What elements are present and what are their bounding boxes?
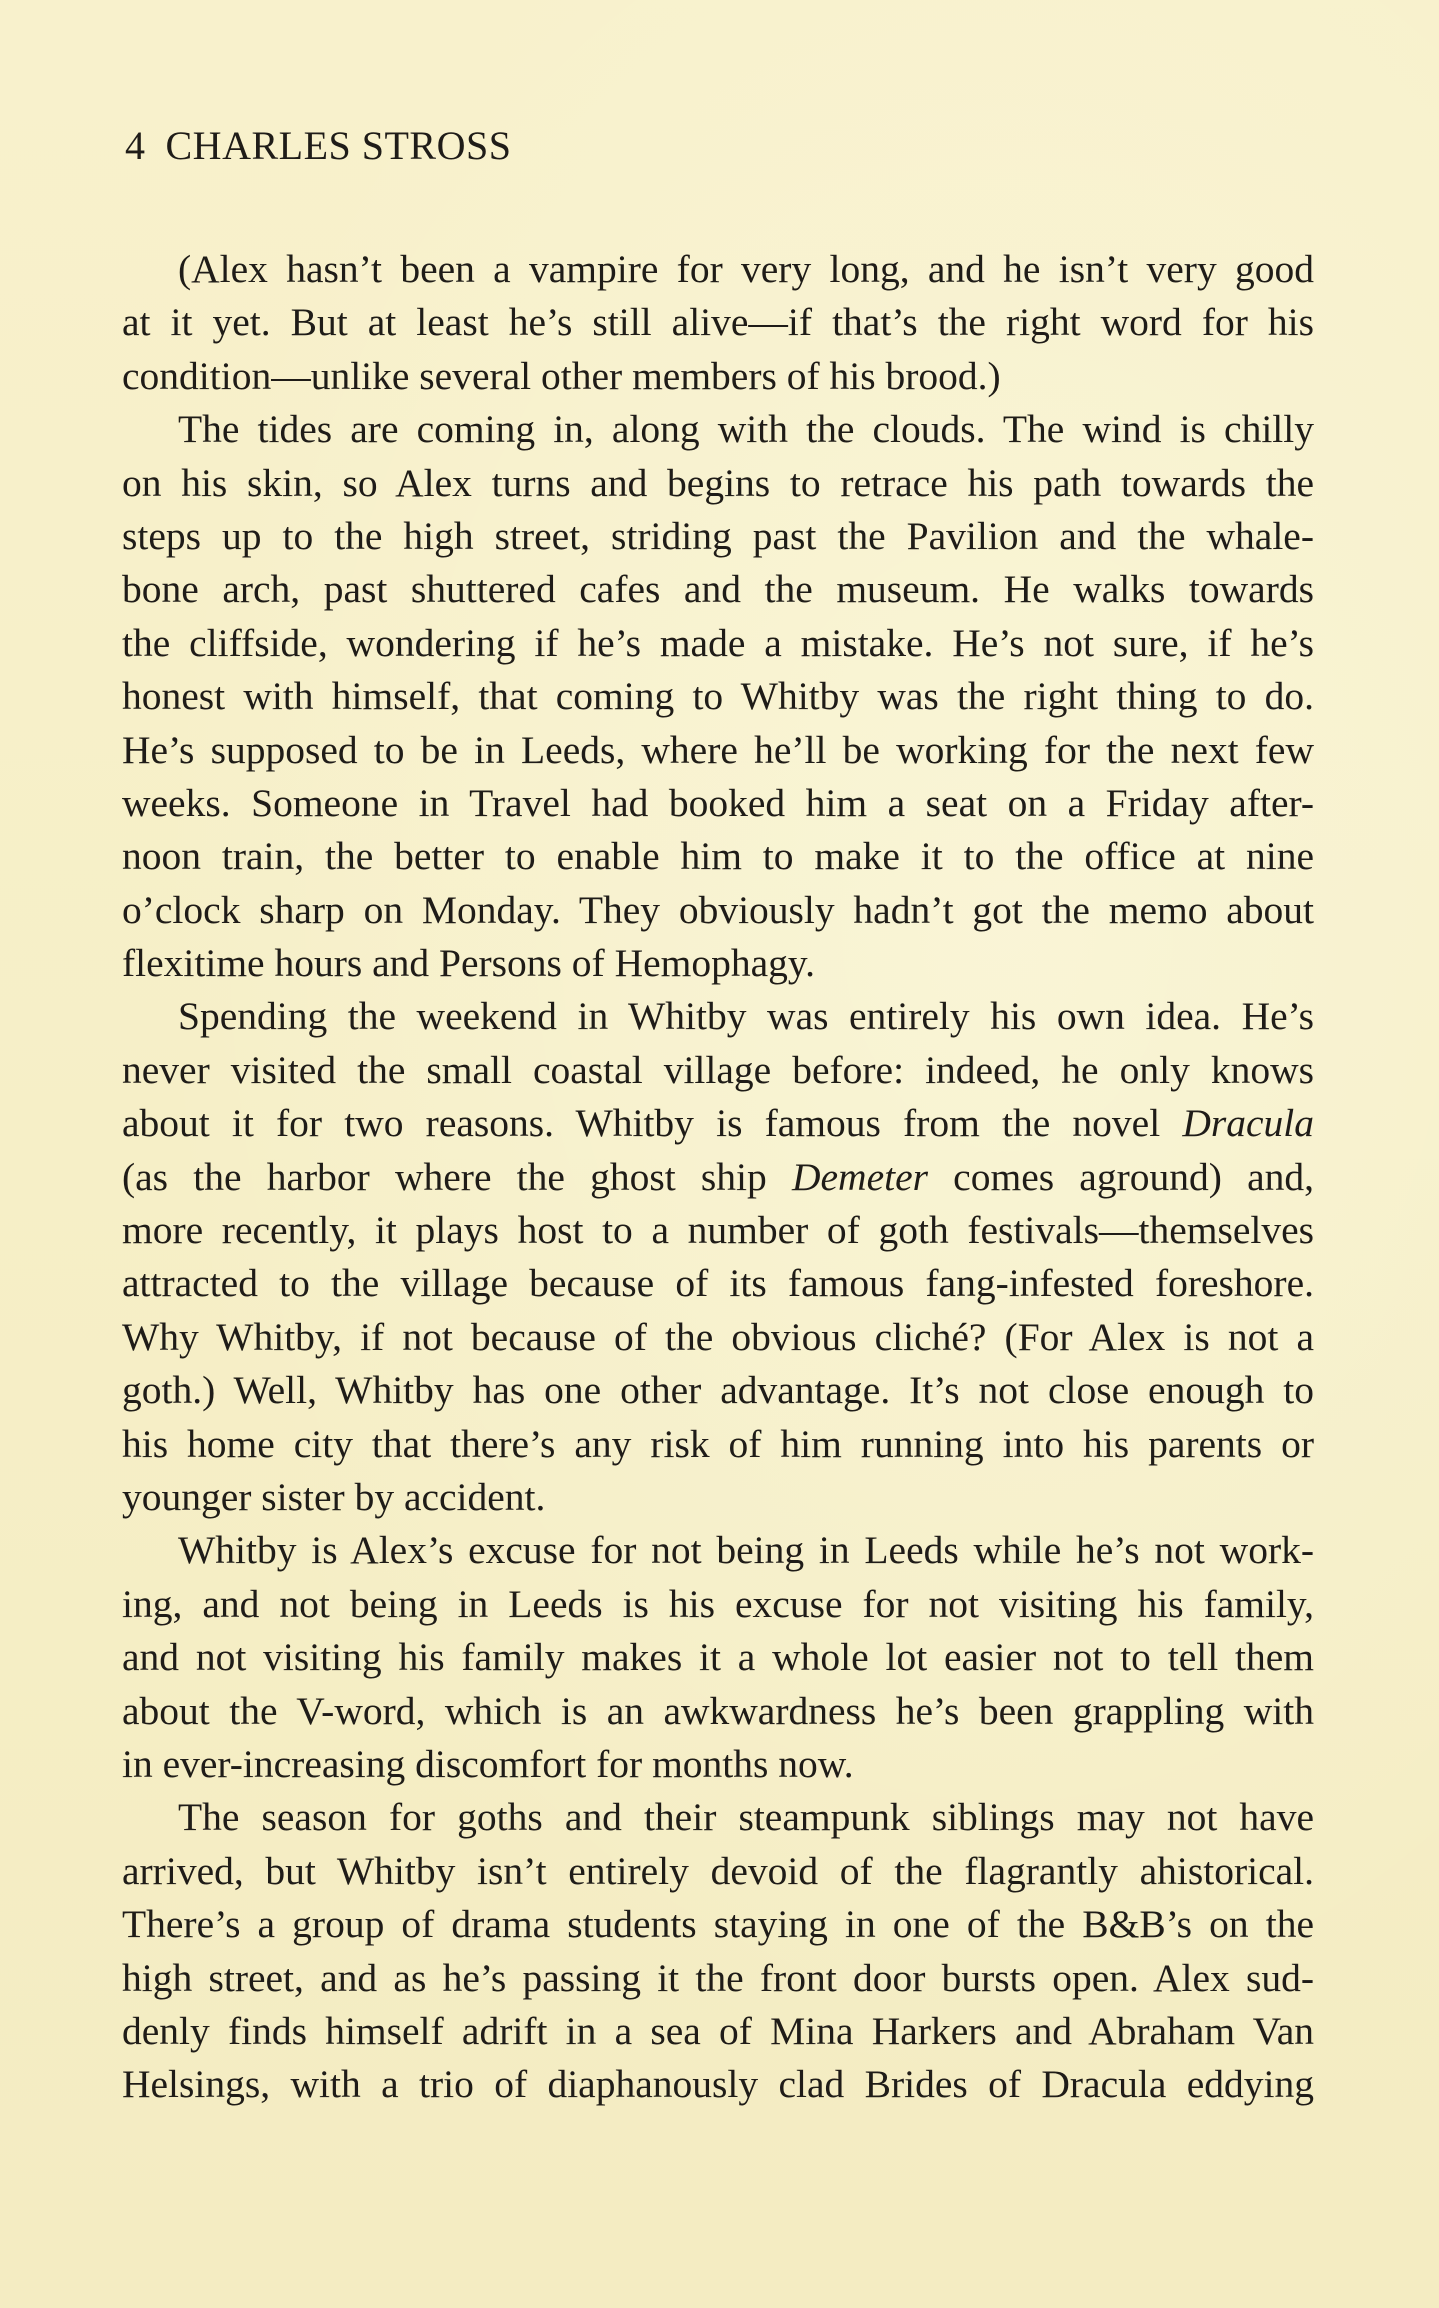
text-line: in ever-increasing discomfort for months now. bbox=[122, 1741, 854, 1786]
text-line: o’clock sharp on Monday. They obviously hadn’t got the memo about bbox=[122, 887, 1314, 932]
text-line: about it for two reasons. Whitby is famous from the novel Dracula bbox=[122, 1101, 1314, 1146]
text-line: steps up to the high street, striding past the Pavilion and the whale- bbox=[122, 513, 1314, 558]
text-line: arrived, but Whitby isn’t entirely devoid of the flagrantly ahistorical. bbox=[122, 1848, 1314, 1893]
text-line: goth.) Well, Whitby has one other advantage. It’s not close enough to bbox=[122, 1368, 1314, 1413]
text-line: The tides are coming in, along with the clouds. The wind is chilly bbox=[178, 407, 1314, 452]
body-text bbox=[122, 243, 1314, 2112]
text-line: never visited the small coastal village before: indeed, he only knows bbox=[122, 1047, 1314, 1092]
text-line: younger sister by accident. bbox=[122, 1474, 546, 1519]
text-line: his home city that there’s any risk of him running into his parents or bbox=[122, 1421, 1314, 1466]
text-line: attracted to the village because of its famous fang-infested foreshore. bbox=[122, 1261, 1314, 1306]
text-line: ing, and not being in Leeds is his excuse for not visiting his family, bbox=[122, 1581, 1314, 1626]
book-title-dracula: Dracula bbox=[1182, 1101, 1314, 1146]
text-line: more recently, it plays host to a number of goth festivals—themselves bbox=[122, 1208, 1314, 1253]
text-line: Whitby is Alex’s excuse for not being in Leeds while he’s not work- bbox=[178, 1528, 1314, 1573]
text-line: denly finds himself adrift in a sea of Mina Harkers and Abraham Van bbox=[122, 2008, 1314, 2053]
text-line: at it yet. But at least he’s still alive—if that’s the right word for his bbox=[122, 300, 1314, 345]
text-line: (Alex hasn’t been a vampire for very long, and he isn’t very good bbox=[178, 247, 1314, 291]
text-line: weeks. Someone in Travel had booked him a seat on a Friday after- bbox=[122, 780, 1314, 825]
text-line: flexitime hours and Persons of Hemophagy. bbox=[122, 941, 815, 986]
text-line: on his skin, so Alex turns and begins to retrace his path towards the bbox=[122, 460, 1314, 505]
author-name: CHARLES STROSS bbox=[165, 123, 512, 168]
text-line: There’s a group of drama students staying in one of the B&B’s on the bbox=[122, 1902, 1314, 1947]
text-line: The season for goths and their steampunk siblings may not have bbox=[178, 1795, 1314, 1840]
text-line: Spending the weekend in Whitby was entirely his own idea. He’s bbox=[178, 994, 1314, 1039]
text-line: (as the harbor where the ghost ship Demeter comes aground) and, bbox=[122, 1154, 1314, 1199]
text-line: about the V-word, which is an awkwardness he’s been grappling with bbox=[122, 1688, 1314, 1733]
page-number: 4 bbox=[125, 123, 146, 168]
text-line: noon train, the better to enable him to make it to the office at nine bbox=[122, 834, 1314, 879]
text-line: high street, and as he’s passing it the front door bursts open. Alex sud- bbox=[122, 1955, 1314, 2000]
text-line: bone arch, past shuttered cafes and the museum. He walks towards bbox=[122, 567, 1314, 612]
text-line: and not visiting his family makes it a whole lot easier not to tell them bbox=[122, 1635, 1314, 1680]
running-head bbox=[125, 123, 512, 168]
text-line: Why Whitby, if not because of the obvious cliché? (For Alex is not a bbox=[122, 1314, 1314, 1359]
text-line: honest with himself, that coming to Whitby was the right thing to do. bbox=[122, 674, 1314, 719]
text-line: the cliffside, wondering if he’s made a mistake. He’s not sure, if he’s bbox=[122, 620, 1314, 665]
text-line: He’s supposed to be in Leeds, where he’ll be working for the next few bbox=[122, 727, 1314, 772]
text-line: condition—unlike several other members of his brood.) bbox=[122, 353, 1001, 398]
ship-name-demeter: Demeter bbox=[791, 1154, 928, 1199]
text-line: Helsings, with a trio of diaphanously clad Brides of Dracula eddying bbox=[122, 2062, 1314, 2107]
